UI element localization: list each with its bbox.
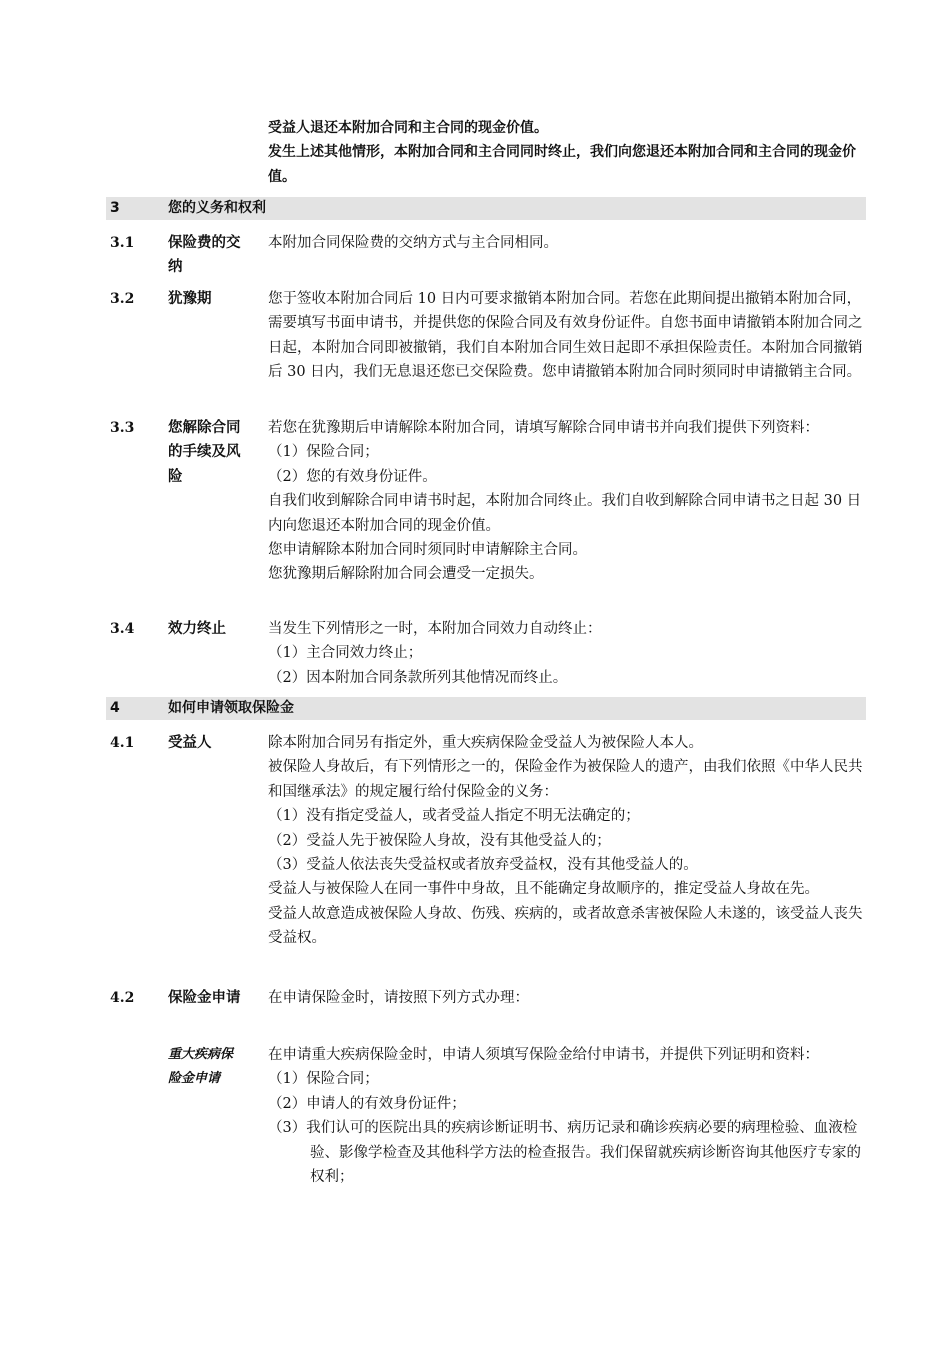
clause-paragraph: 本附加合同保险费的交纳方式与主合同相同。 — [268, 235, 558, 251]
list-item: （2）您的有效身份证件。 — [268, 468, 437, 485]
clause-body — [268, 416, 866, 587]
clause-paragraph: 当发生下列情形之一时，本附加合同效力自动终止： — [268, 621, 602, 637]
list-item: （1）保险合同； — [268, 444, 379, 461]
list-item: （2）受益人先于被保险人身故，没有其他受益人的； — [268, 832, 611, 849]
clause-paragraph: 受益人故意造成被保险人身故、伤残、疾病的，或者故意杀害被保险人未遂的，该受益人丧失受益权。 — [268, 905, 863, 947]
clause-number: 4.2 — [110, 990, 135, 1006]
clause-number: 3.1 — [110, 235, 135, 251]
list-item: （1）主合同效力终止； — [268, 645, 423, 662]
section-number: 3 — [110, 200, 120, 216]
clause-paragraph: 您申请解除本附加合同时须同时申请解除主合同。 — [268, 542, 587, 559]
list-item: （3）受益人依法丧失受益权或者放弃受益权，没有其他受益人的。 — [268, 857, 698, 874]
clause-body — [268, 1043, 866, 1189]
clause-paragraph: 在申请重大疾病保险金时，申请人须填写保险金给付申请书，并提供下列证明和资料： — [268, 1047, 819, 1063]
clause-paragraph: 自我们收到解除合同申请书时起，本附加合同终止。我们自收到解除合同申请书之日起 30 日内向您退还本附加合同的现金价值。 — [268, 493, 862, 534]
clause-number: 3.3 — [110, 420, 135, 436]
sub-clause-label: 重大疾病保险金申请 — [168, 1047, 234, 1087]
clause-body — [268, 617, 866, 690]
clause-body — [268, 731, 866, 951]
section-title: 如何申请领取保险金 — [168, 700, 294, 716]
clause-paragraph: 若您在犹豫期后申请解除本附加合同，请填写解除合同申请书并向我们提供下列资料： — [268, 420, 819, 436]
list-item: （3）我们认可的医院出具的疾病诊断证明书、病历记录和确诊疾病必要的病理检验、血液检验、影像学检查及其他科学方法的检查报告。我们保留就疾病诊断咨询其他医疗专家的权利； — [268, 1120, 861, 1186]
intro-text — [268, 116, 866, 189]
clause-label: 效力终止 — [168, 621, 226, 637]
clause-number: 3.2 — [110, 291, 135, 307]
list-item: （2）申请人的有效身份证件； — [268, 1095, 466, 1112]
clause-label: 您解除合同的手续及风险 — [168, 420, 241, 485]
clause-body — [268, 986, 866, 1010]
clause-paragraph: 您犹豫期后解除附加合同会遭受一定损失。 — [268, 566, 544, 583]
clause-paragraph: 被保险人身故后，有下列情形之一的，保险金作为被保险人的遗产，由我们依照《中华人民共和国继承法》的规定履行给付保险金的义务： — [268, 759, 863, 800]
section-header-4 — [106, 697, 866, 720]
clause-label: 受益人 — [168, 735, 212, 751]
list-item: （1）没有指定受益人，或者受益人指定不明无法确定的； — [268, 808, 640, 825]
clause-paragraph: 除本附加合同另有指定外，重大疾病保险金受益人为被保险人本人。 — [268, 735, 703, 751]
section-title: 您的义务和权利 — [168, 200, 266, 216]
clause-number: 3.4 — [110, 621, 135, 637]
clause-paragraph: 在申请保险金时，请按照下列方式办理： — [268, 990, 529, 1006]
clause-label: 保险金申请 — [168, 990, 241, 1006]
section-header-3 — [106, 197, 866, 220]
clause-number: 4.1 — [110, 735, 135, 751]
list-item: （2）因本附加合同条款所列其他情况而终止。 — [268, 669, 568, 686]
clause-body — [268, 287, 866, 385]
clause-body — [268, 231, 866, 255]
section-number: 4 — [110, 700, 120, 716]
clause-label: 犹豫期 — [168, 291, 212, 307]
intro-line: 发生上述其他情形，本附加合同和主合同同时终止，我们向您退还本附加合同和主合同的现金价值。 — [268, 144, 856, 185]
list-item: （1）保险合同； — [268, 1071, 379, 1088]
clause-paragraph: 受益人与被保险人在同一事件中身故，且不能确定身故顺序的，推定受益人身故在先。 — [268, 881, 819, 898]
clause-label: 保险费的交纳 — [168, 235, 241, 276]
clause-paragraph: 您于签收本附加合同后 10 日内可要求撤销本附加合同。若您在此期间提出撤销本附加合同，需要填写书面申请书，并提供您的保险合同及有效身份证件。自您书面申请撤销本附加合同之日起，本附加合同即被撤销，我们自本附加合同生效日起即不承担保险责任。本附加合同撤销后 30 日内，我们无息退还您已交保险费。您申请撤销本附加合同时须同时申请撤销主合同。 — [268, 291, 863, 381]
intro-line: 受益人退还本附加合同和主合同的现金价值。 — [268, 120, 548, 136]
